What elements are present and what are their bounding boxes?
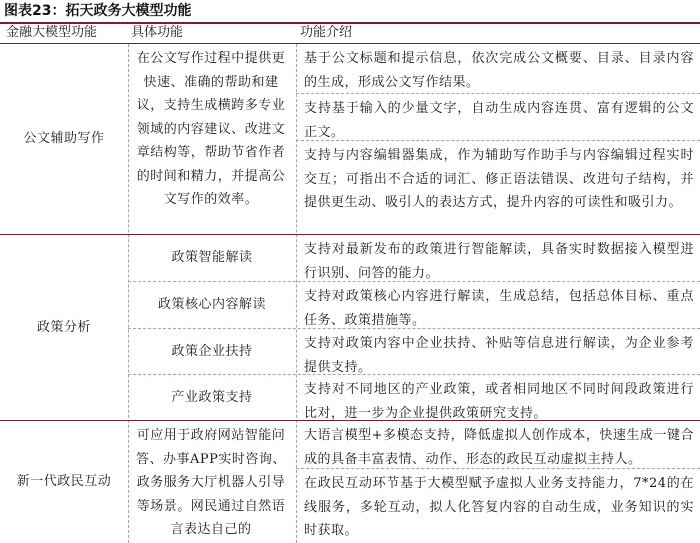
group-name: 新一代政民互动 xyxy=(16,474,112,490)
intro-cell: 基于公文标题和提示信息，依次完成公文概要、目录、目录内容的生成，形成公文写作结果。 xyxy=(304,51,694,90)
detail-cell: 产业政策支持 xyxy=(171,389,253,405)
detail-cell: 可应用于政府网站智能问答、办事APP实时咨询、政务服务大厅机器人引导等场景。网民通过自然语言表达自己的 xyxy=(136,428,286,537)
header-specific-function: 具体功能 xyxy=(131,25,184,40)
intro-cell: 支持对政策核心内容进行解读，生成总结，包括总体目标、重点任务、政策措施等。 xyxy=(304,289,694,328)
detail-cell: 在公文写作过程中提供更快速、准确的帮助和建议，支持生成横跨多专业领域的内容建议、改进文章结构等，帮助节省作者的时间和精力，并提高公文写作的效率。 xyxy=(136,51,286,207)
figure-title: 图表23：拓天政务大模型功能 xyxy=(4,3,192,19)
intro-cell: 支持对政策内容中企业扶持、补贴等信息进行解读，为企业参考提供支持。 xyxy=(304,336,694,375)
detail-cell: 政策核心内容解读 xyxy=(157,297,266,313)
group-name: 政策分析 xyxy=(36,319,91,335)
detail-cell: 政策企业扶持 xyxy=(171,343,253,359)
detail-cell: 政策智能解读 xyxy=(171,250,253,266)
group-name: 公文辅助写作 xyxy=(23,131,105,147)
intro-cell: 大语言模型+多模态支持，降低虚拟人创作成本，快速生成一键合成的具备丰富表情、动作、形态的政民互动虚拟主持人。 xyxy=(304,428,694,467)
header-function-intro: 功能介绍 xyxy=(300,25,353,40)
intro-cell: 支持对不同地区的产业政策，或者相同地区不同时间段政策进行比对，进一步为企业提供政策研究支持。 xyxy=(304,382,694,421)
intro-cell: 在政民互动环节基于大模型赋予虚拟人业务支持能力，7*24的在线服务，多轮互动，拟人化答复内容的自动生成，业务知识的实时获取。 xyxy=(304,476,694,538)
intro-cell: 支持基于输入的少量文字，自动生成内容连贯、富有逻辑的公文正文。 xyxy=(304,101,694,140)
header-model-function: 金融大模型功能 xyxy=(6,25,98,40)
intro-cell: 支持对最新发布的政策进行智能解读，具备实时数据接入模型进行识别、问答的能力。 xyxy=(304,242,694,281)
intro-cell: 支持与内容编辑器集成，作为辅助写作助手与内容编辑过程实时交互；可指出不合适的词汇、修正语法错误、改进句子结构，并提供更生动、吸引人的表达方式，提升内容的可读性和吸引力。 xyxy=(304,148,694,210)
